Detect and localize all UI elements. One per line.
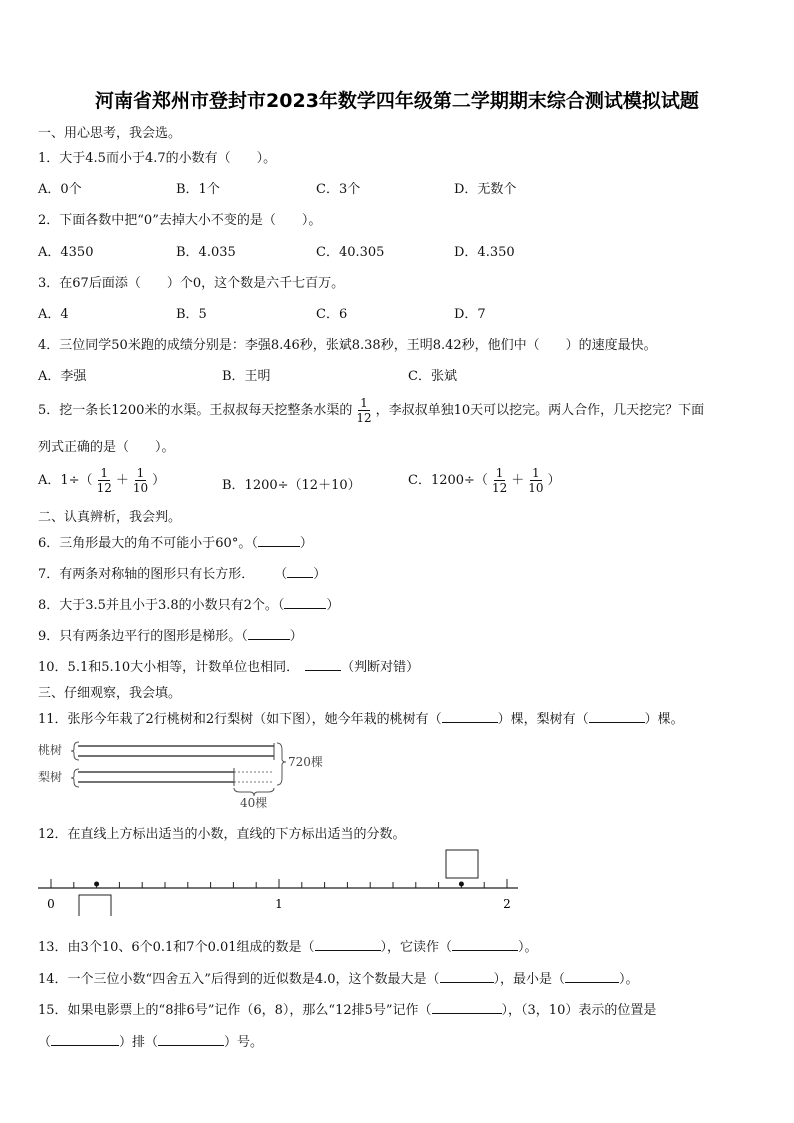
question-15-b: ），（3，10）表示的位置是	[501, 1003, 657, 1018]
peach-label: 桃树	[38, 743, 63, 757]
question-2-option-d[interactable]: D．4.350	[454, 245, 515, 260]
fraction-one-twelfth	[95, 466, 114, 495]
fraction-one-twelfth	[354, 396, 373, 425]
option-a-prefix: A．1÷（	[38, 473, 93, 488]
question-9-text: 9．只有两条边平行的图形是梯形。	[38, 629, 242, 644]
question-10	[38, 656, 419, 675]
question-14-c: ）。	[619, 972, 639, 987]
number-blank[interactable]	[315, 938, 381, 951]
paren-open: （	[241, 629, 248, 644]
question-15-line2-b: ）排（	[119, 1035, 159, 1050]
question-3-option-d[interactable]: D．7	[454, 307, 486, 322]
fraction-numerator: 1	[495, 466, 504, 480]
question-6-text: 6．三角形最大的角不可能小于60°。	[38, 536, 252, 551]
question-8	[38, 594, 339, 613]
paren-open: （	[277, 598, 285, 613]
answer-blank[interactable]	[305, 658, 341, 671]
section-heading-3: 三、仔细观察，我会填。	[38, 686, 182, 701]
fraction-denominator: 12	[356, 411, 372, 425]
question-14	[38, 968, 639, 987]
pear-count-blank[interactable]	[589, 710, 645, 723]
pear-brace	[71, 769, 79, 787]
min-blank[interactable]	[565, 970, 619, 983]
fraction-denominator: 12	[96, 481, 112, 495]
fraction-denominator: 12	[491, 481, 508, 495]
number-line-label-0: 0	[47, 897, 55, 911]
decimal-answer-box[interactable]	[446, 850, 478, 878]
question-15-line1	[38, 999, 656, 1018]
question-1-option-d[interactable]: D．无数个	[454, 182, 517, 197]
plus-sign: ＋	[511, 473, 525, 488]
question-2-option-b[interactable]: B．4.035	[176, 245, 236, 260]
question-7	[38, 563, 326, 582]
question-4-option-c[interactable]: C．张斌	[408, 369, 457, 384]
question-13-a: 13．由3个10、6个0.1和7个0.01组成的数是（	[38, 940, 315, 955]
question-3-option-a[interactable]: A．4	[38, 307, 69, 322]
question-1-option-a[interactable]: A．0个	[38, 182, 82, 197]
question-15-line2-a: （	[38, 1035, 52, 1050]
fraction-one-tenth	[131, 466, 150, 495]
number-line-label-1: 1	[275, 897, 283, 911]
question-2-option-c[interactable]: C．40.305	[316, 245, 385, 260]
question-3-option-b[interactable]: B．5	[176, 307, 207, 322]
row-blank[interactable]	[51, 1033, 119, 1046]
option-c-suffix: ）	[547, 473, 561, 488]
question-8-text: 8．大于3.5并且小于3.8的小数只有2个。	[38, 598, 278, 613]
question-15-line2-c: ）号。	[224, 1035, 264, 1050]
paren-close: ）	[299, 536, 313, 551]
question-3-option-c[interactable]: C．6	[316, 307, 348, 322]
fraction-numerator: 1	[532, 466, 540, 480]
question-11-stem-b: ）棵，梨树有（	[497, 712, 589, 727]
question-4-option-b[interactable]: B．王明	[222, 369, 271, 384]
question-5-option-c[interactable]	[408, 466, 561, 496]
peach-brace	[71, 742, 79, 760]
seat-notation-blank[interactable]	[432, 1001, 502, 1014]
question-7-text: 7．有两条对称轴的图形只有长方形．	[38, 567, 255, 582]
question-15-a: 15．如果电影票上的“8排6号”记作（6，8），那么“12排5号”记作（	[38, 1003, 432, 1018]
total-brace	[277, 743, 286, 785]
question-11-stem-c: ）棵。	[644, 712, 684, 727]
question-10-text: 10．5.1和5.10大小相等，计数单位也相同．	[38, 660, 300, 675]
question-12-stem: 12．在直线上方标出适当的小数，直线的下方标出适当的分数。	[38, 827, 406, 842]
question-5-stem-line1	[38, 396, 704, 425]
paren-open: （	[274, 567, 288, 582]
question-1-option-b[interactable]: B．1个	[176, 182, 220, 197]
question-11-stem-a: 11．张彤今年栽了2行桃树和2行梨树（如下图），她今年栽的桃树有（	[38, 712, 442, 727]
question-13	[38, 936, 538, 955]
fraction-numerator: 1	[360, 396, 368, 410]
question-13-c: ）。	[518, 940, 538, 955]
number-line-point	[459, 882, 464, 887]
question-14-a: 14．一个三位小数“四舍五入”后得到的近似数是4.0，这个数最大是（	[38, 972, 440, 987]
reading-blank[interactable]	[452, 938, 518, 951]
plus-sign: ＋	[115, 473, 129, 488]
fraction-one-tenth	[526, 466, 545, 495]
number-line	[36, 846, 526, 916]
question-5-option-a[interactable]	[38, 466, 165, 496]
option-c-prefix: C．1200÷（	[408, 473, 488, 488]
answer-blank[interactable]	[284, 596, 326, 609]
paren-open: （	[251, 536, 258, 551]
paren-close: ）	[326, 598, 340, 613]
question-2-stem: 2．下面各数中把“0”去掉大小不变的是（ ）。	[38, 213, 322, 228]
question-4-option-a[interactable]: A．李强	[38, 369, 87, 384]
question-15-line2	[38, 1031, 263, 1050]
max-blank[interactable]	[440, 970, 494, 983]
option-a-suffix: ）	[152, 473, 166, 488]
answer-blank[interactable]	[248, 627, 290, 640]
difference-brace	[234, 788, 274, 796]
question-13-b: ），它读作（	[380, 940, 453, 955]
fraction-numerator: 1	[100, 466, 109, 480]
page-title: 河南省郑州市登封市2023年数学四年级第二学期期末综合测试模拟试题	[95, 90, 699, 112]
fraction-denominator: 10	[132, 481, 149, 495]
question-5-stem-part2: ，李叔叔单独10天可以挖完。两人合作，几天挖完？下面	[375, 403, 705, 418]
total-label: 720棵	[288, 755, 323, 769]
paren-close: ）	[313, 567, 327, 582]
number-line-label-2: 2	[503, 897, 511, 911]
question-5-option-b[interactable]: B．1200÷（12＋10）	[222, 478, 361, 493]
question-1-stem: 1．大于4.5而小于4.7的小数有（ ）。	[38, 151, 277, 166]
question-6	[38, 532, 313, 551]
fraction-one-twelfth	[490, 466, 509, 495]
tree-line-diagram	[36, 738, 336, 810]
fraction-answer-box[interactable]	[79, 895, 111, 916]
fraction-numerator: 1	[136, 466, 145, 480]
question-9	[38, 625, 303, 644]
answer-blank[interactable]	[258, 534, 300, 547]
paren-close: ）	[289, 629, 303, 644]
question-10-suffix: （判断对错）	[341, 660, 420, 675]
fraction-denominator: 10	[528, 481, 544, 495]
question-5-stem-line2: 列式正确的是（ ）。	[38, 440, 175, 455]
question-11-stem	[38, 708, 684, 727]
pear-label: 梨树	[38, 770, 63, 784]
answer-blank[interactable]	[287, 565, 313, 578]
question-1-option-c[interactable]: C．3个	[316, 182, 361, 197]
section-heading-1: 一、用心思考，我会选。	[38, 126, 182, 141]
number-line-point	[94, 882, 99, 887]
section-heading-2: 二、认真辨析，我会判。	[38, 510, 182, 525]
question-3-stem: 3．在67后面添（ ）个0，这个数是六千七百万。	[38, 276, 345, 291]
question-5-stem-part1: 5．挖一条长1200米的水渠。王叔叔每天挖整条水渠的	[38, 403, 353, 418]
difference-label: 40棵	[240, 796, 268, 810]
seat-blank[interactable]	[158, 1033, 224, 1046]
question-4-stem: 4．三位同学50米跑的成绩分别是：李强8.46秒，张斌8.38秒，王明8.42秒，他们中（ ）的速度最快。	[38, 338, 657, 353]
peach-count-blank[interactable]	[442, 710, 498, 723]
question-2-option-a[interactable]: A．4350	[38, 245, 94, 260]
question-14-b: ），最小是（	[493, 972, 566, 987]
